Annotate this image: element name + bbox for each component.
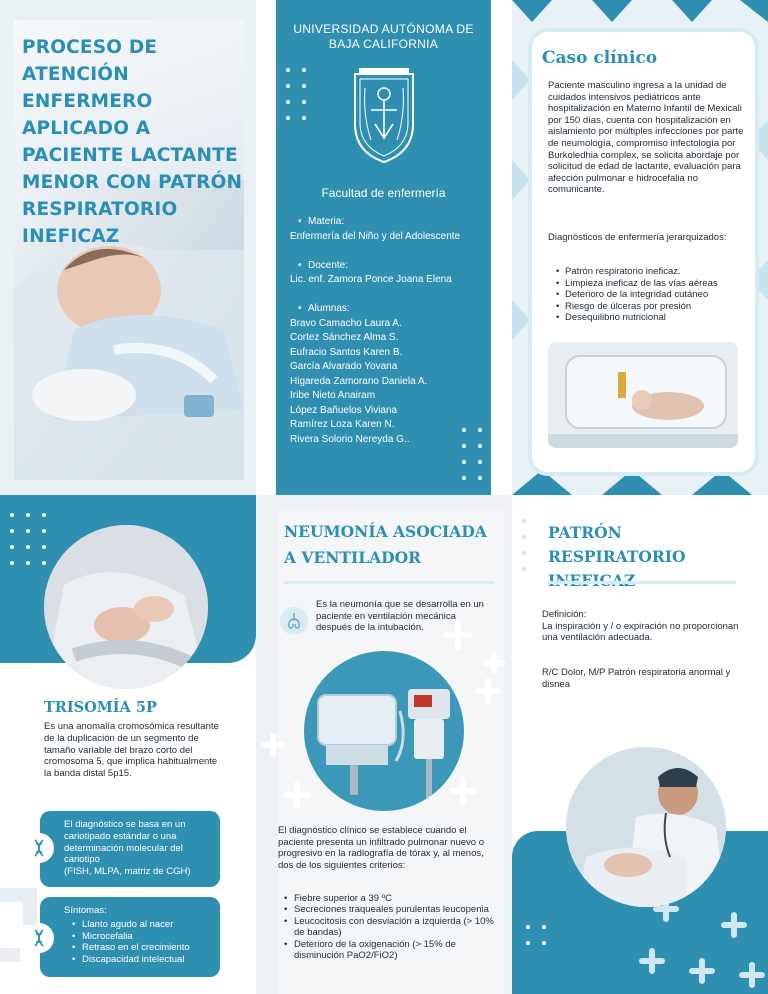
title-underline bbox=[284, 581, 494, 584]
list-item: • Discapacidad intelectual bbox=[64, 954, 210, 966]
university-name: UNIVERSIDAD AUTÓNOMA DE BAJA CALIFORNIA bbox=[293, 22, 474, 51]
institution-panel bbox=[256, 0, 512, 495]
symptoms-label: Síntomas: bbox=[64, 905, 107, 916]
trisomy-title: TRISOMÍA 5P bbox=[44, 699, 157, 716]
diagnosis-methods: (FISH, MLPA, matriz de CGH) bbox=[64, 866, 191, 878]
baby-feet-photo bbox=[44, 525, 208, 689]
trisomy-description: Es una anomalía cromosómica resultante de la duplicación de un segmento de tamaño variable del brazo corto del cromosoma 5, que implica habitualmente la banda distal 5p15. bbox=[44, 721, 219, 780]
incubator-photo bbox=[548, 342, 738, 448]
student-name: Ramírez Loza Karen N. bbox=[290, 419, 395, 430]
student-name: López Bañuelos Viviana bbox=[290, 404, 398, 416]
subject-label: • Materia: bbox=[290, 215, 490, 230]
student-name: Higareda Zamorano Daniela A. bbox=[290, 375, 428, 387]
decorative-dots bbox=[526, 925, 546, 945]
teacher-value: Lic. enf. Zamora Ponce Joana Elena bbox=[290, 274, 452, 285]
list-item: • Limpieza ineficaz de las vías aéreas bbox=[556, 278, 752, 290]
pneumonia-diagnosis: El diagnóstico clínico se establece cuando el paciente presenta un infiltrado pulmonar nuevo o progresivo en la radiografía de tórax y, al menos, dos de los siguientes criterios: bbox=[278, 825, 484, 871]
list-item: • Secreciones traqueales purulentas leucopenia bbox=[284, 904, 494, 915]
student-name: Iribe Nieto Anairam bbox=[290, 390, 376, 401]
student-name: Rivera Solorio Nereyda G.. bbox=[290, 433, 410, 445]
case-panel bbox=[512, 0, 768, 495]
diagnoses-list bbox=[556, 266, 752, 324]
symptoms-list bbox=[64, 919, 210, 966]
trisomy-panel bbox=[0, 495, 256, 994]
student-name: Cortez Sánchez Alma S. bbox=[290, 332, 399, 343]
diagnosis-box bbox=[40, 811, 220, 887]
university-shield-logo bbox=[351, 66, 417, 164]
list-item: • Llanto agudo al nacer bbox=[64, 919, 210, 931]
student-name: Bravo Camacho Laura A. bbox=[290, 317, 402, 329]
decorative-cross bbox=[0, 875, 40, 994]
list-item: • Retraso en el crecimiento bbox=[64, 942, 210, 954]
pattern-related-factors: R/C Dolor, M/P Patrón respiratoria anormal y disnea bbox=[542, 667, 731, 690]
list-item: • Riesgo de úlceras por presión bbox=[556, 301, 752, 313]
course-info bbox=[290, 215, 490, 447]
decorative-dots bbox=[522, 519, 526, 571]
faculty-name: Facultad de enfermería bbox=[321, 186, 446, 200]
nurse-with-baby-photo bbox=[566, 747, 726, 907]
student-name: García Alvarado Yovana bbox=[290, 361, 398, 372]
list-item: • Deterioro de la integridad cutáneo bbox=[556, 289, 752, 301]
plus-pattern bbox=[632, 895, 768, 994]
lungs-icon bbox=[280, 607, 308, 635]
respiratory-pattern-panel bbox=[512, 495, 768, 994]
list-item: • Desequilibrio nutricional bbox=[556, 312, 752, 324]
list-item: • Patrón respiratorio ineficaz. bbox=[556, 266, 752, 278]
pattern-definition bbox=[542, 609, 742, 644]
pneumonia-title: NEUMONÍA ASOCIADA A VENTILADOR bbox=[284, 522, 487, 567]
student-name: Eufracio Santos Karen B. bbox=[290, 346, 403, 358]
pattern-title: PATRÓN RESPIRATORIO bbox=[548, 523, 686, 566]
cover-panel bbox=[0, 0, 256, 495]
list-item: • Microcefalia bbox=[64, 931, 210, 943]
list-item: • Deterioro de la oxigenación (> 15% de disminución PaO2/FiO2) bbox=[284, 939, 494, 962]
list-item: • Fiebre superior a 39 ºC bbox=[284, 893, 494, 904]
subject-value: Enfermería del Niño y del Adolescente bbox=[290, 230, 461, 242]
case-title: Caso clínico bbox=[542, 48, 658, 68]
criteria-list bbox=[284, 893, 494, 961]
list-item: • Leucocitosis con desviación a izquierda (> 10% de bandas) bbox=[284, 916, 494, 939]
diagnosis-text: El diagnóstico se basa en un cariotipado estándar o una determinación molecular del cariotipo bbox=[64, 819, 186, 866]
definition-text: La inspiración y / o expiración no proporcionan una ventilación adecuada. bbox=[542, 620, 739, 644]
students-label: • Alumnas: bbox=[290, 302, 490, 317]
decorative-dots bbox=[462, 428, 498, 480]
diagnoses-heading: Diagnósticos de enfermería jerarquizados: bbox=[548, 232, 727, 243]
case-description: Paciente masculino ingresa a la unidad de cuidados intensivos pediátricos ante hospitalización en Materno Infantil de Mexicali por 150 días, cuenta con hospitalización en aislamiento por múltiples infecciones por parte de neumología, compromiso infectología por Burkoledhia complex, se solicita abordaje por solicitud de edad de lactante, evaluación para afección pulmonar e hidrocefalia no comunicante. bbox=[548, 80, 744, 196]
decorative-dots bbox=[286, 68, 306, 120]
pneumonia-definition: Es la neumonía que se desarrolla en un paciente en ventilación mecánica después de la intubación. bbox=[316, 599, 484, 634]
title-underline bbox=[548, 581, 736, 584]
symptoms-box bbox=[40, 897, 220, 977]
definition-label: Definición: bbox=[542, 609, 587, 620]
dna-icon bbox=[24, 833, 54, 863]
pneumonia-panel bbox=[256, 495, 512, 994]
decorative-dots bbox=[10, 513, 46, 565]
cover-title: PROCESO DE ATENCIÓN ENFERMERO APLICADO A PACIENTE LACTANTE MENOR CON PATRÓN RESPIRATORIO INEFICAZ bbox=[22, 37, 243, 247]
ventilator-incubator-image bbox=[304, 651, 464, 811]
teacher-label: • Docente: bbox=[290, 259, 490, 274]
